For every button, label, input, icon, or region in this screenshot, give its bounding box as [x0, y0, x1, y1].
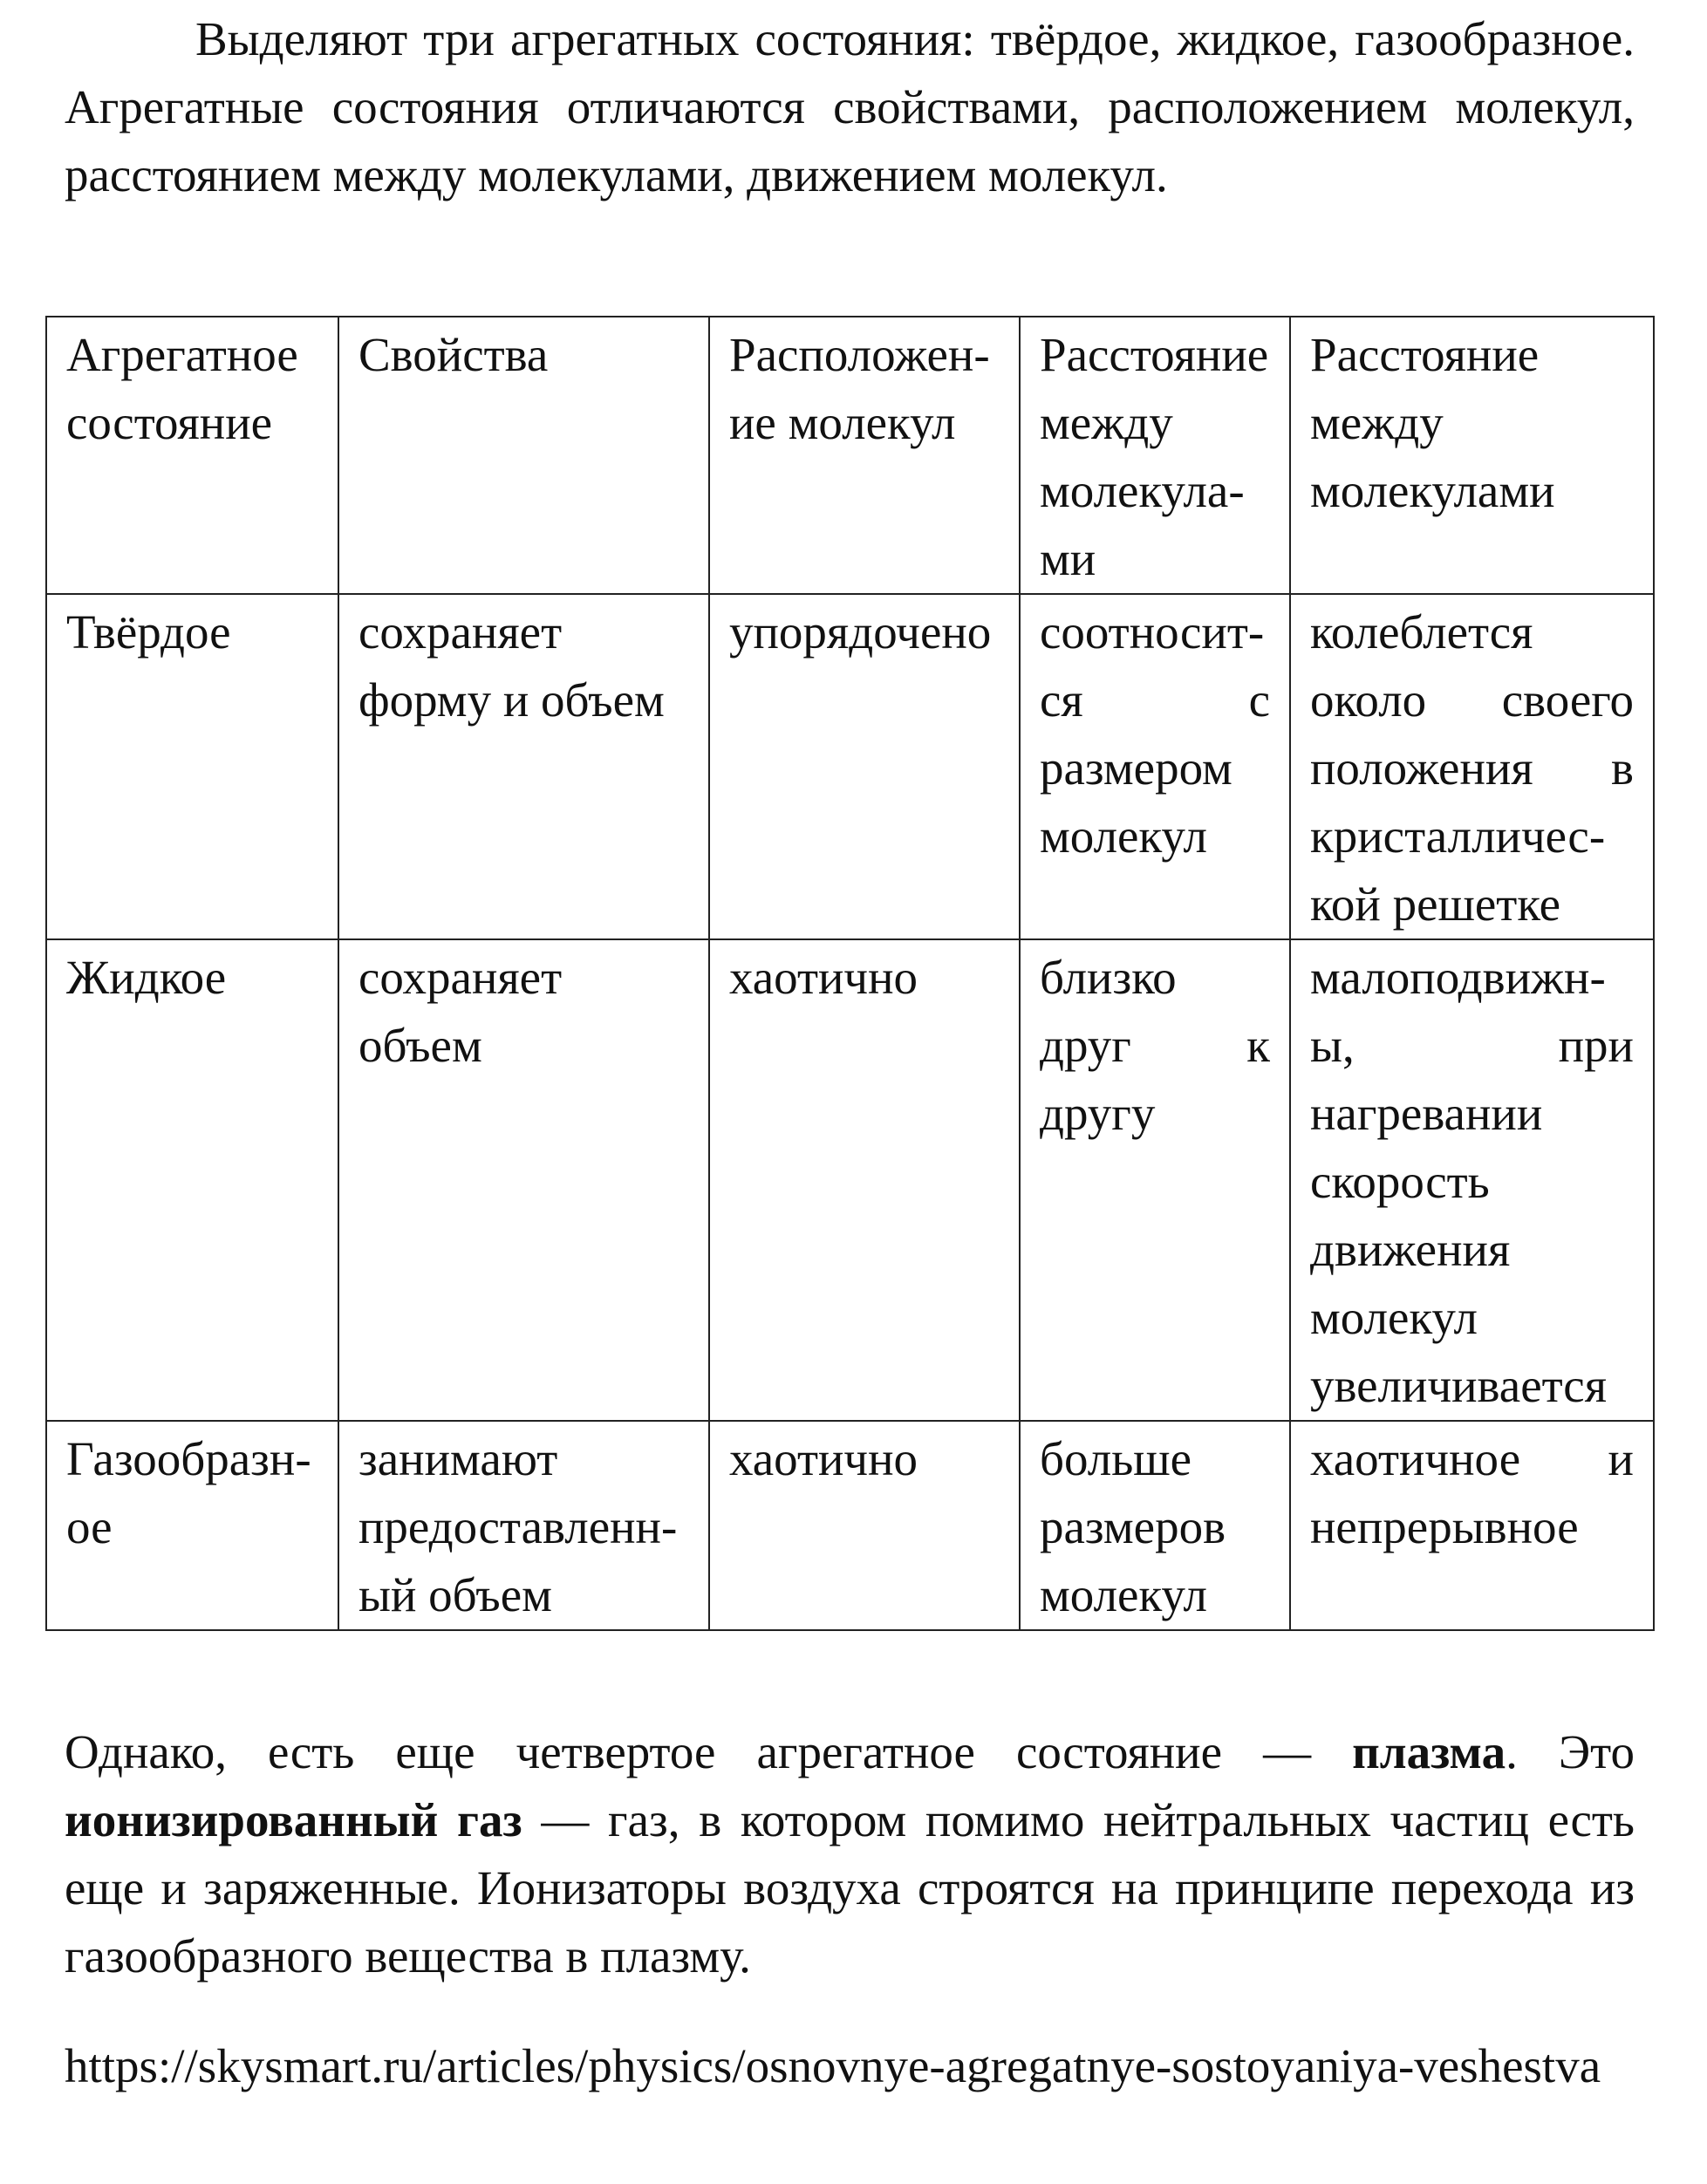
plasma-text-end: — газ, в котором помимо нейтральных частиц есть еще и заряженные. Ионизаторы воздуха строятся на принципе перехода из газообразного вещества в плазму. — [65, 1793, 1635, 1983]
table-cell: Твёрдое — [46, 594, 338, 939]
table-cell: упорядочено — [709, 594, 1020, 939]
plasma-term: плазма — [1352, 1725, 1506, 1778]
header-cell: Расположение молекул — [709, 317, 1020, 594]
plasma-text-start: Однако, есть еще четвертое агрегатное состояние — — [65, 1725, 1353, 1778]
intro-paragraph: Выделяют три агрегатных состояния: твёрдое, жидкое, газообразное. Агрегатные состояния отличаются свойствами, расположением молекул, расстоянием между молекулами, движением молекул. — [65, 12, 1635, 201]
table-cell: соотносится с размером молекул — [1020, 594, 1290, 939]
table-cell: сохраняет объем — [338, 939, 709, 1421]
table-cell: сохраняет форму и объем — [338, 594, 709, 939]
table-cell: хаотично — [709, 1421, 1020, 1630]
ionized-gas-term: ионизированный газ — [65, 1793, 522, 1846]
header-cell: Свойства — [338, 317, 709, 594]
table-row — [46, 939, 1654, 1421]
table-cell: Жидкое — [46, 939, 338, 1421]
table-cell: близко друг к другу — [1020, 939, 1290, 1421]
table-row — [46, 1421, 1654, 1630]
source-link[interactable]: https://skysmart.ru/articles/physics/osnovnye-agregatnye-sostoyaniya-veshestva — [65, 2039, 1601, 2092]
table-cell: хаотичное и непрерывное — [1290, 1421, 1654, 1630]
table-cell: Газообразное — [46, 1421, 338, 1630]
header-cell: Расстояние между молекулами — [1290, 317, 1654, 594]
states-table — [45, 316, 1655, 1631]
table-cell: занимают предоставленный объем — [338, 1421, 709, 1630]
plasma-paragraph — [65, 1718, 1635, 1990]
document-page — [65, 0, 1635, 2092]
header-cell: Агрегатное состояние — [46, 317, 338, 594]
plasma-text-mid: . Это — [1506, 1725, 1635, 1778]
table-cell: малоподвижны, при нагревании скорость движения молекул увеличивается — [1290, 939, 1654, 1421]
header-cell: Расстояние между молекулами — [1020, 317, 1290, 594]
table-cell: больше размеров молекул — [1020, 1421, 1290, 1630]
table-cell: колеблется около своего положения в кристаллической решетке — [1290, 594, 1654, 939]
table-cell: хаотично — [709, 939, 1020, 1421]
table-header-row — [46, 317, 1654, 594]
table-row — [46, 594, 1654, 939]
